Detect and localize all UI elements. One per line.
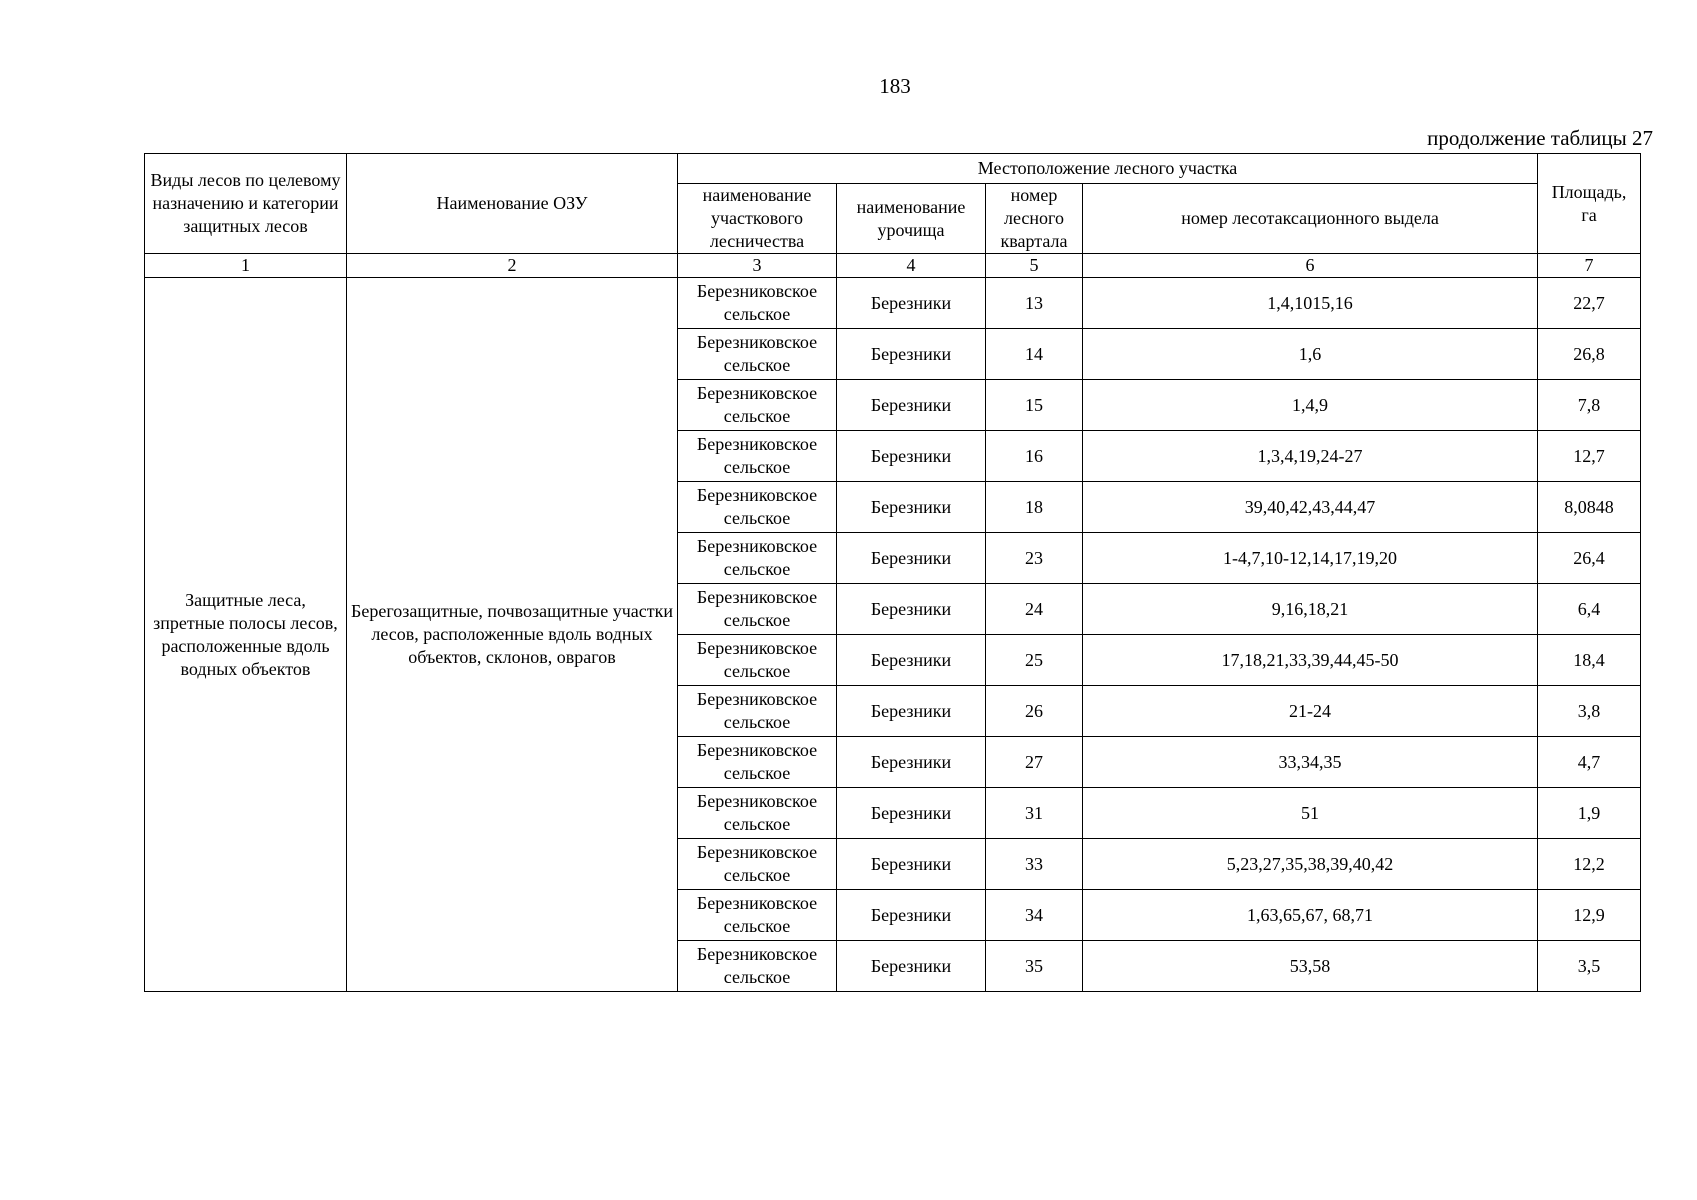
- cell-quarter: 27: [986, 737, 1083, 788]
- cell-area: 12,9: [1538, 890, 1641, 941]
- column-number: 1: [145, 254, 347, 278]
- cell-quarter: 31: [986, 788, 1083, 839]
- cell-allotments: 1,6: [1083, 329, 1538, 380]
- cell-tract: Березники: [837, 584, 986, 635]
- column-numbers-row: [145, 254, 1641, 278]
- cell-tract: Березники: [837, 329, 986, 380]
- header-ozu-name: Наименование ОЗУ: [347, 154, 678, 254]
- cell-forestry: Березниковское сельское: [678, 890, 837, 941]
- cell-forestry: Березниковское сельское: [678, 941, 837, 992]
- cell-allotments: 39,40,42,43,44,47: [1083, 482, 1538, 533]
- cell-forestry: Березниковское сельское: [678, 737, 837, 788]
- cell-tract: Березники: [837, 635, 986, 686]
- cell-tract: Березники: [837, 737, 986, 788]
- cell-allotments: 21-24: [1083, 686, 1538, 737]
- cell-tract: Березники: [837, 431, 986, 482]
- header-quarter: номер лесного квартала: [986, 184, 1083, 254]
- cell-allotments: 17,18,21,33,39,44,45-50: [1083, 635, 1538, 686]
- header-tract: наименование урочища: [837, 184, 986, 254]
- cell-forestry: Березниковское сельское: [678, 431, 837, 482]
- cell-allotments: 33,34,35: [1083, 737, 1538, 788]
- cell-area: 3,5: [1538, 941, 1641, 992]
- cell-forestry: Березниковское сельское: [678, 686, 837, 737]
- cell-allotments: 1,4,9: [1083, 380, 1538, 431]
- cell-forest-type: Защитные леса, зпретные полосы лесов, расположенные вдоль водных объектов: [145, 278, 347, 992]
- cell-forestry: Березниковское сельское: [678, 329, 837, 380]
- cell-area: 12,2: [1538, 839, 1641, 890]
- cell-allotments: 1-4,7,10-12,14,17,19,20: [1083, 533, 1538, 584]
- cell-quarter: 23: [986, 533, 1083, 584]
- cell-allotments: 51: [1083, 788, 1538, 839]
- cell-tract: Березники: [837, 941, 986, 992]
- cell-area: 7,8: [1538, 380, 1641, 431]
- cell-allotments: 1,3,4,19,24-27: [1083, 431, 1538, 482]
- column-number: 5: [986, 254, 1083, 278]
- cell-forestry: Березниковское сельское: [678, 533, 837, 584]
- table-caption: продолжение таблицы 27: [1427, 126, 1653, 150]
- header-forest-type: Виды лесов по целевому назначению и категории защитных лесов: [145, 154, 347, 254]
- cell-area: 3,8: [1538, 686, 1641, 737]
- cell-quarter: 18: [986, 482, 1083, 533]
- cell-area: 4,7: [1538, 737, 1641, 788]
- cell-forestry: Березниковское сельское: [678, 380, 837, 431]
- cell-area: 8,0848: [1538, 482, 1641, 533]
- cell-forestry: Березниковское сельское: [678, 482, 837, 533]
- cell-forestry: Березниковское сельское: [678, 839, 837, 890]
- cell-forestry: Березниковское сельское: [678, 278, 837, 329]
- cell-tract: Березники: [837, 533, 986, 584]
- cell-tract: Березники: [837, 890, 986, 941]
- header-location: Местоположение лесного участка: [678, 154, 1538, 184]
- cell-area: 12,7: [1538, 431, 1641, 482]
- column-number: 2: [347, 254, 678, 278]
- cell-area: 18,4: [1538, 635, 1641, 686]
- cell-tract: Березники: [837, 482, 986, 533]
- cell-area: 26,4: [1538, 533, 1641, 584]
- cell-allotments: 9,16,18,21: [1083, 584, 1538, 635]
- header-allotments: номер лесотаксационного выдела: [1083, 184, 1538, 254]
- cell-forestry: Березниковское сельское: [678, 788, 837, 839]
- cell-forestry: Березниковское сельское: [678, 635, 837, 686]
- cell-quarter: 15: [986, 380, 1083, 431]
- cell-allotments: 1,63,65,67, 68,71: [1083, 890, 1538, 941]
- cell-quarter: 35: [986, 941, 1083, 992]
- cell-allotments: 53,58: [1083, 941, 1538, 992]
- cell-tract: Березники: [837, 278, 986, 329]
- cell-tract: Березники: [837, 686, 986, 737]
- column-number: 4: [837, 254, 986, 278]
- cell-quarter: 24: [986, 584, 1083, 635]
- table-row: [145, 278, 1641, 329]
- cell-area: 26,8: [1538, 329, 1641, 380]
- cell-tract: Березники: [837, 380, 986, 431]
- header-row-1: [145, 154, 1641, 184]
- cell-quarter: 16: [986, 431, 1083, 482]
- cell-area: 1,9: [1538, 788, 1641, 839]
- cell-tract: Березники: [837, 788, 986, 839]
- cell-quarter: 14: [986, 329, 1083, 380]
- cell-area: 22,7: [1538, 278, 1641, 329]
- forest-table: [144, 153, 1641, 992]
- header-area: Площадь, га: [1538, 154, 1641, 254]
- page-number: 183: [879, 74, 911, 98]
- header-forestry: наименование участкового лесничества: [678, 184, 837, 254]
- cell-allotments: 1,4,1015,16: [1083, 278, 1538, 329]
- column-number: 3: [678, 254, 837, 278]
- cell-quarter: 34: [986, 890, 1083, 941]
- cell-area: 6,4: [1538, 584, 1641, 635]
- cell-quarter: 26: [986, 686, 1083, 737]
- cell-quarter: 25: [986, 635, 1083, 686]
- cell-quarter: 13: [986, 278, 1083, 329]
- cell-forestry: Березниковское сельское: [678, 584, 837, 635]
- cell-allotments: 5,23,27,35,38,39,40,42: [1083, 839, 1538, 890]
- cell-tract: Березники: [837, 839, 986, 890]
- column-number: 7: [1538, 254, 1641, 278]
- cell-ozu-name: Берегозащитные, почвозащитные участки лесов, расположенные вдоль водных объектов, склонов, оврагов: [347, 278, 678, 992]
- column-number: 6: [1083, 254, 1538, 278]
- cell-quarter: 33: [986, 839, 1083, 890]
